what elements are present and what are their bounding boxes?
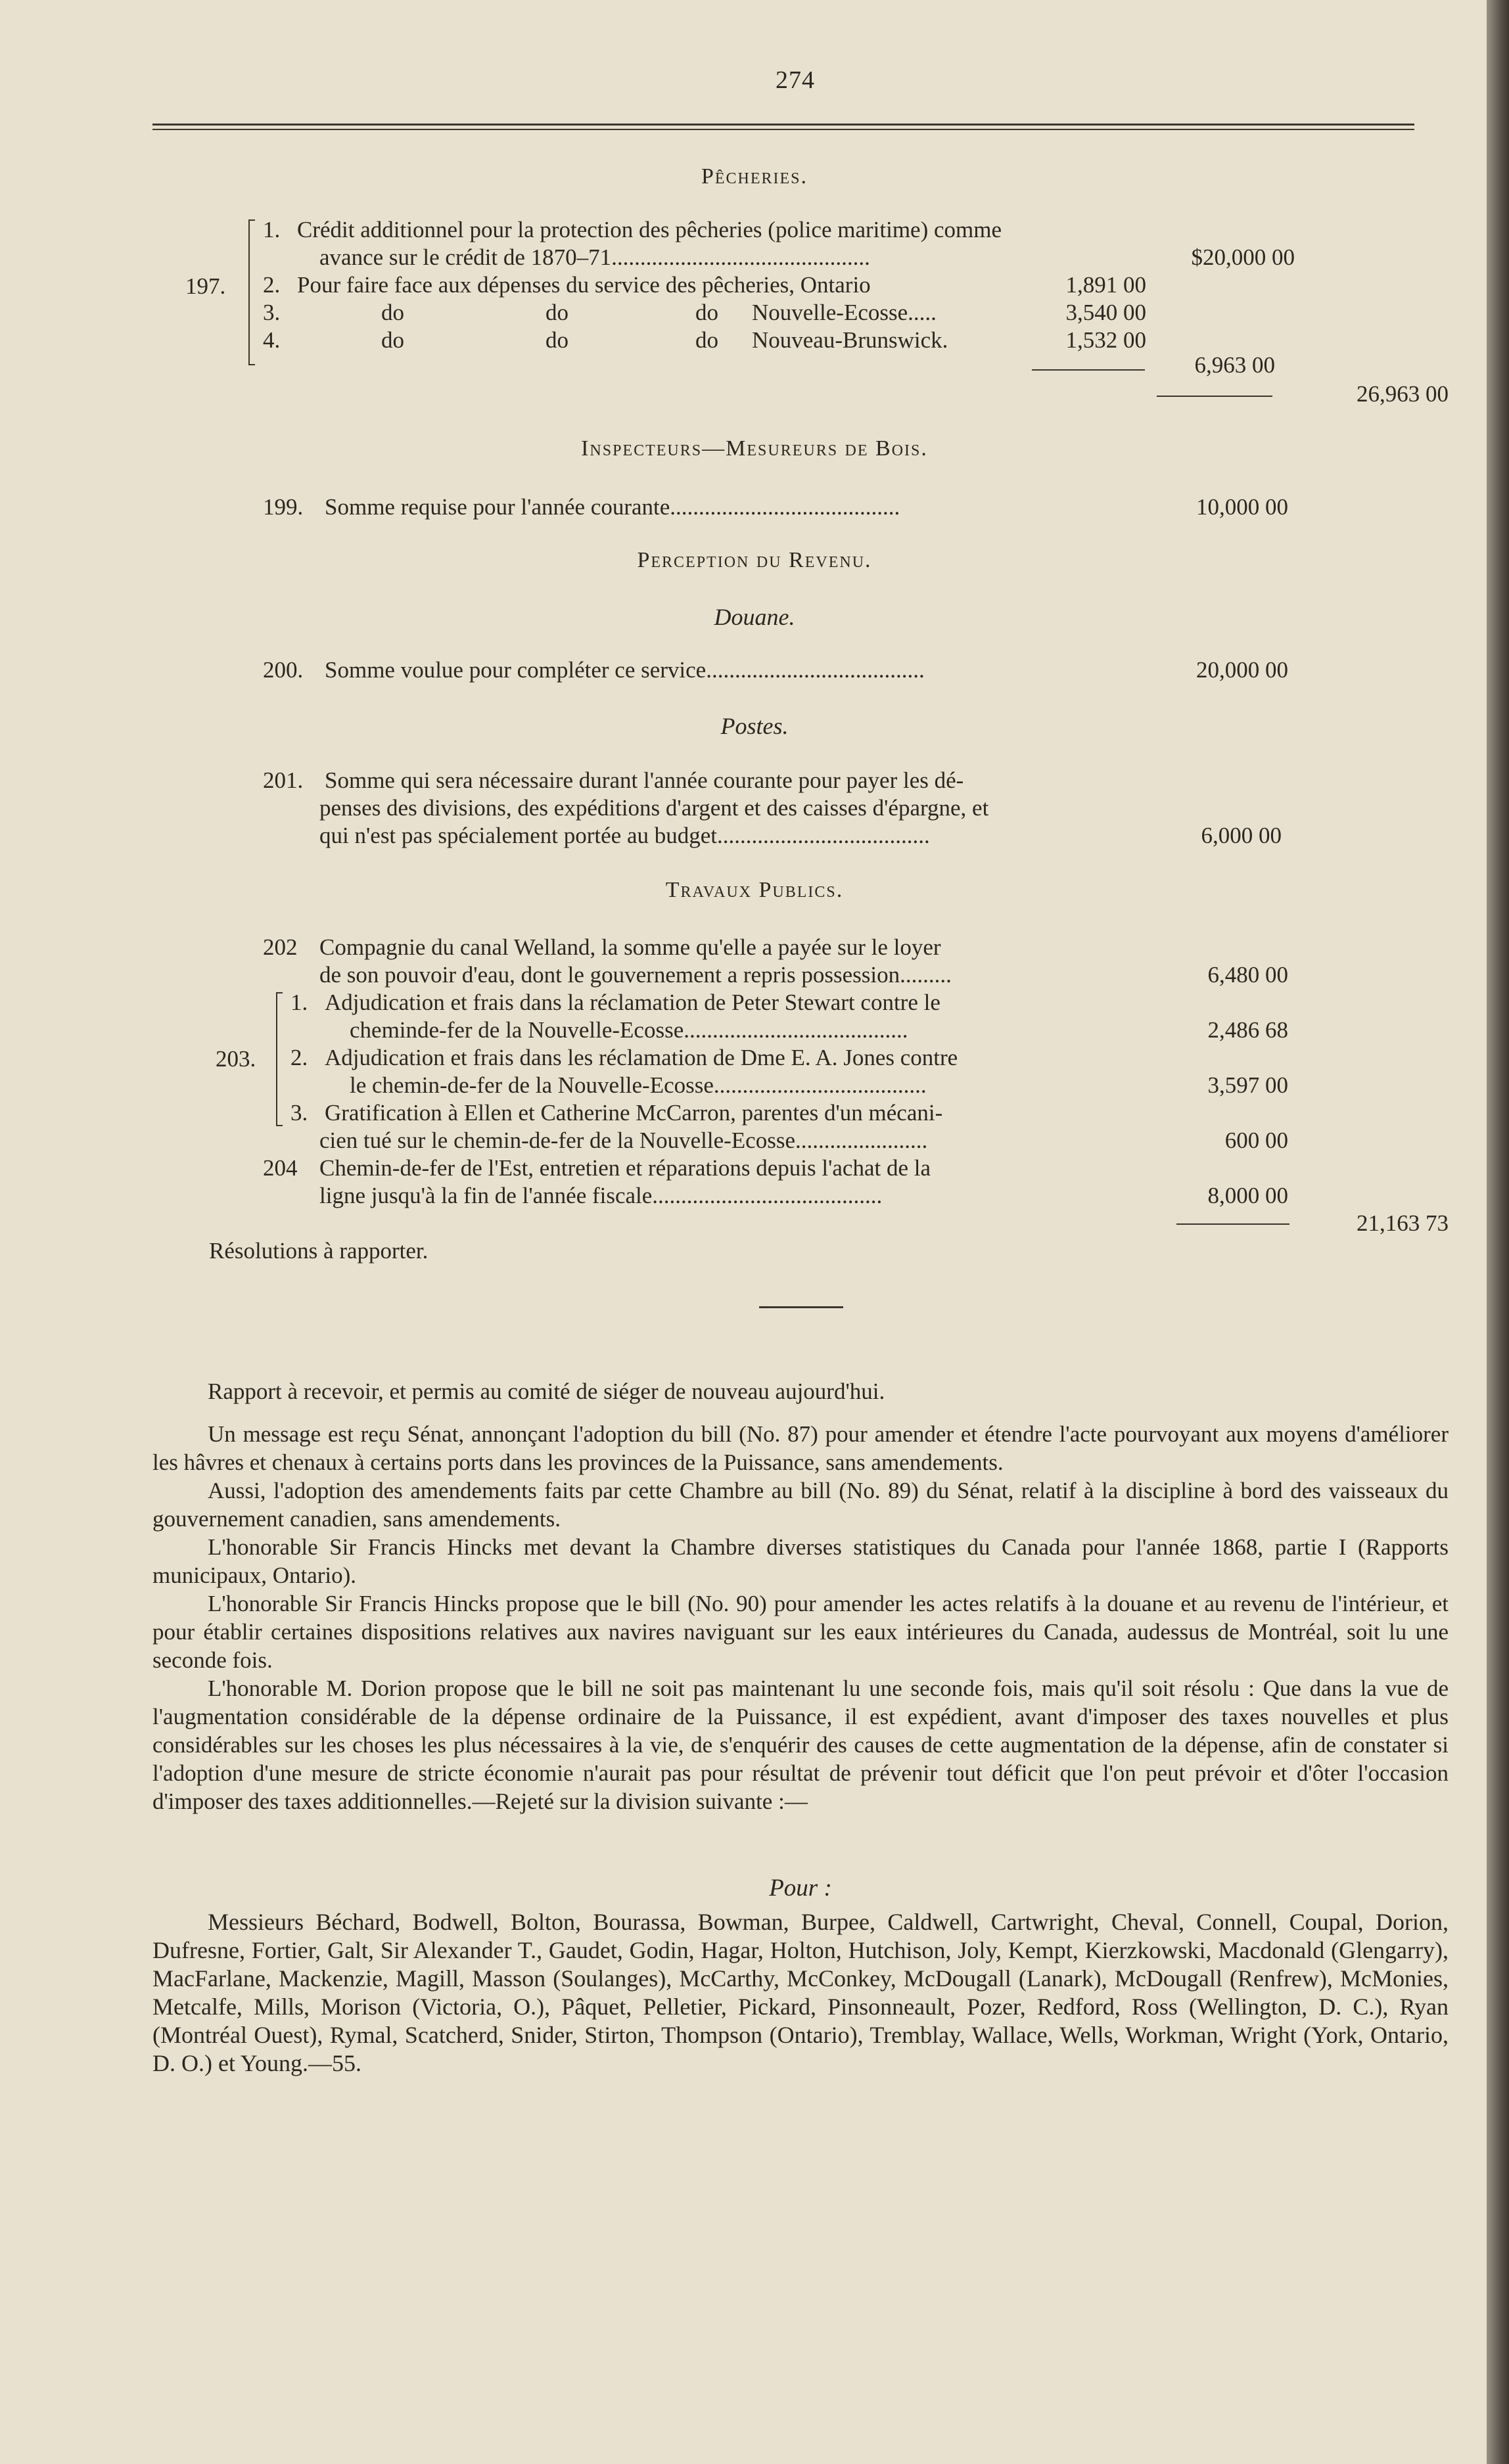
pw-203-1-line1: Adjudication et frais dans la réclamation de Peter Stewart contre le (325, 990, 940, 1015)
section-divider (759, 1306, 843, 1308)
paragraph-bill-90: L'honorable Sir Francis Hincks propose que le bill (No. 90) pour amender les actes relatifs à la douane et au revenu de l'intérieur, et pour établir certaines dispositions relatives aux navires naviguant sur les eaux intérieures du Canada, audessus de Montréal, soit lu une seconde fois. (152, 1591, 1449, 1673)
fisheries-item-4-do1: do (381, 327, 404, 353)
subtotal-rule-fisheries (1032, 369, 1145, 371)
group-number-203: 203. (216, 1046, 256, 1072)
paragraph-dorion-motion: L'honorable M. Dorion propose que le bill ne soit pas maintenant lu une seconde fois, mais qu'il soit résolu : Que dans la vue de l'augmentation considérable de la dépense ordinaire de la Puissance, il est expédient, avant d'imposer des taxes nouvelles et plus considérables sur les choses les plus nécessaires à la vie, de s'enquérir des causes de cette augmentation de la dépense, afin de constater si l'adoption d'une mesure de stricte économie n'aurait pas pour résultat de prévenir tout déficit que l'on peut prévoir et d'ôter l'occasion d'imposer des taxes additionnelles.—Rejeté sur la division suivante :— (152, 1676, 1449, 1814)
fisheries-item-1-num: 1. (263, 217, 281, 242)
fisheries-item-3-amount: 3,540 00 (1065, 300, 1146, 325)
fisheries-item-4-do3: do (695, 327, 718, 353)
posts-item-amount: 6,000 00 (1201, 823, 1282, 848)
fisheries-item-1-line1: Crédit additionnel pour la protection des pêcheries (police maritime) comme (297, 217, 1002, 242)
fisheries-item-3-num: 3. (263, 300, 281, 325)
pw-203-3-num: 3. (290, 1100, 308, 1126)
inspectors-item-text: Somme requise pour l'année courante........................................ (325, 494, 900, 520)
section-heading-public-works: Travaux Publics. (665, 878, 844, 902)
pw-203-1-amount: 2,486 68 (1207, 1017, 1288, 1043)
pw-item-202-num: 202 (263, 934, 298, 960)
pw-203-3-amount: 600 00 (1224, 1128, 1288, 1153)
header-rule-bottom (152, 129, 1414, 130)
posts-item-num: 201. (263, 767, 304, 793)
fisheries-item-2-num: 2. (263, 272, 281, 298)
bracket-197 (248, 219, 255, 365)
fisheries-item-3-place: Nouvelle-Ecosse..... (752, 300, 937, 325)
fisheries-item-3-do2: do (546, 300, 569, 325)
fisheries-item-4-num: 4. (263, 327, 281, 353)
vote-pour-names (152, 1908, 1449, 2078)
pw-item-202-amount: 6,480 00 (1207, 962, 1288, 988)
fisheries-item-4-place: Nouveau-Brunswick. (752, 327, 948, 353)
fisheries-item-2-amount: 1,891 00 (1065, 272, 1146, 298)
paragraph-senate-message: Un message est reçu Sénat, annonçant l'adoption du bill (No. 87) pour amender et étendre l'acte pourvoyant aux moyens d'améliorer les hâvres et chenaux à certains ports dans les provinces de la Puissance, sans amendements. (152, 1421, 1449, 1475)
customs-item-amount: 20,000 00 (1196, 657, 1288, 683)
resolutions-note: Résolutions à rapporter. (209, 1238, 429, 1264)
posts-item-line1: Somme qui sera nécessaire durant l'année courante pour payer les dé- (325, 767, 964, 793)
fisheries-item-3-do3: do (695, 300, 718, 325)
subtotal-rule-public-works (1176, 1223, 1289, 1225)
fisheries-item-1-line2: avance sur le crédit de 1870–71............................................. (319, 244, 870, 270)
pw-item-202-line1: Compagnie du canal Welland, la somme qu'elle a payée sur le loyer (319, 934, 941, 960)
pw-203-2-amount: 3,597 00 (1207, 1072, 1288, 1098)
header-rule-top (152, 124, 1414, 125)
page-number: 274 (776, 66, 815, 94)
bracket-203 (276, 992, 283, 1126)
pw-203-1-num: 1. (290, 990, 308, 1015)
pw-203-2-num: 2. (290, 1045, 308, 1070)
posts-item-line2: penses des divisions, des expéditions d'argent et des caisses d'épargne, et (319, 795, 989, 821)
group-number-197: 197. (185, 273, 226, 299)
section-heading-fisheries: Pêcheries. (701, 164, 808, 189)
pw-203-3-line1: Gratification à Ellen et Catherine McCarron, parentes d'un mécani- (325, 1100, 943, 1126)
fisheries-item-4-do2: do (546, 327, 569, 353)
total-rule-fisheries (1157, 396, 1272, 397)
fisheries-item-2-text: Pour faire face aux dépenses du service des pêcheries, Ontario (297, 272, 871, 298)
customs-item-num: 200. (263, 657, 304, 683)
pw-203-2-line1: Adjudication et frais dans les réclamation de Dme E. A. Jones contre (325, 1045, 958, 1070)
paragraph-statistics: L'honorable Sir Francis Hincks met devant la Chambre diverses statistiques du Canada pour l'année 1868, partie I (Rapports municipaux, Ontario). (152, 1534, 1449, 1588)
pour-names-list: Messieurs Béchard, Bodwell, Bolton, Bourassa, Bowman, Burpee, Caldwell, Cartwright, Cheval, Connell, Coupal, Dorion, Dufresne, Fortier, Galt, Sir Alexander T., Gaudet, Godin, Hagar, Holton, Hutchison, Joly, Kempt, Kierzkowski, Macdonald (Glengarry), MacFarlane, Mackenzie, Magill, Masson (Soulanges), McCarthy, McConkey, McDougall (Lanark), McDougall (Renfrew), McMonies, Metcalfe, Mills, Morison (Victoria, O.), Pâquet, Pelletier, Pickard, Pinsonneault, Pozer, Redford, Ross (Wellington, D. C.), Ryan (Montréal Ouest), Rymal, Scatcherd, Snider, Stirton, Thompson (Ontario), Tremblay, Wallace, Wells, Workman, Wright (York, Ontario, D. O.) et Young.—55. (152, 1909, 1449, 2076)
paragraph-report: Rapport à recevoir, et permis au comité de siéger de nouveau aujourd'hui. (208, 1379, 885, 1404)
vote-pour-heading: Pour : (769, 1875, 832, 1902)
section-heading-inspectors: Inspecteurs—Mesureurs de Bois. (581, 436, 928, 461)
pw-item-204-line2: ligne jusqu'à la fin de l'année fiscale........................................ (319, 1183, 883, 1208)
subheading-customs: Douane. (714, 604, 795, 630)
inspectors-item-amount: 10,000 00 (1196, 494, 1288, 520)
inspectors-item-num: 199. (263, 494, 304, 520)
pw-item-204-num: 204 (263, 1155, 298, 1181)
fisheries-item-3-do1: do (381, 300, 404, 325)
pw-203-2-line2: le chemin-de-fer de la Nouvelle-Ecosse..................................... (350, 1072, 927, 1098)
posts-item-line3: qui n'est pas spécialement portée au budget..................................... (319, 823, 930, 848)
fisheries-subtotal: 6,963 00 (1194, 352, 1275, 378)
pw-203-3-line2: cien tué sur le chemin-de-fer de la Nouvelle-Ecosse....................... (319, 1128, 928, 1153)
section-heading-revenue: Perception du Revenu. (637, 548, 872, 572)
fisheries-item-1-amount: $20,000 00 (1191, 244, 1295, 270)
pw-203-1-line2: cheminde-fer de la Nouvelle-Ecosse....................................... (350, 1017, 908, 1043)
fisheries-total: 26,963 00 (1357, 381, 1449, 407)
subheading-posts: Postes. (720, 713, 789, 739)
pw-item-204-line1: Chemin-de-fer de l'Est, entretien et réparations depuis l'achat de la (319, 1155, 931, 1181)
customs-item-text: Somme voulue pour compléter ce service...................................... (325, 657, 925, 683)
page-edge (1487, 0, 1509, 2464)
proceedings-text (152, 1377, 1449, 1815)
pw-item-202-line2: de son pouvoir d'eau, dont le gouvernement a repris possession......... (319, 962, 952, 988)
paragraph-amendments: Aussi, l'adoption des amendements faits par cette Chambre au bill (No. 89) du Sénat, relatif à la discipline à bord des vaisseaux du gouvernement canadien, sans amendements. (152, 1478, 1449, 1532)
pw-item-204-amount: 8,000 00 (1207, 1183, 1288, 1208)
fisheries-item-4-amount: 1,532 00 (1065, 327, 1146, 353)
public-works-total: 21,163 73 (1357, 1210, 1449, 1236)
